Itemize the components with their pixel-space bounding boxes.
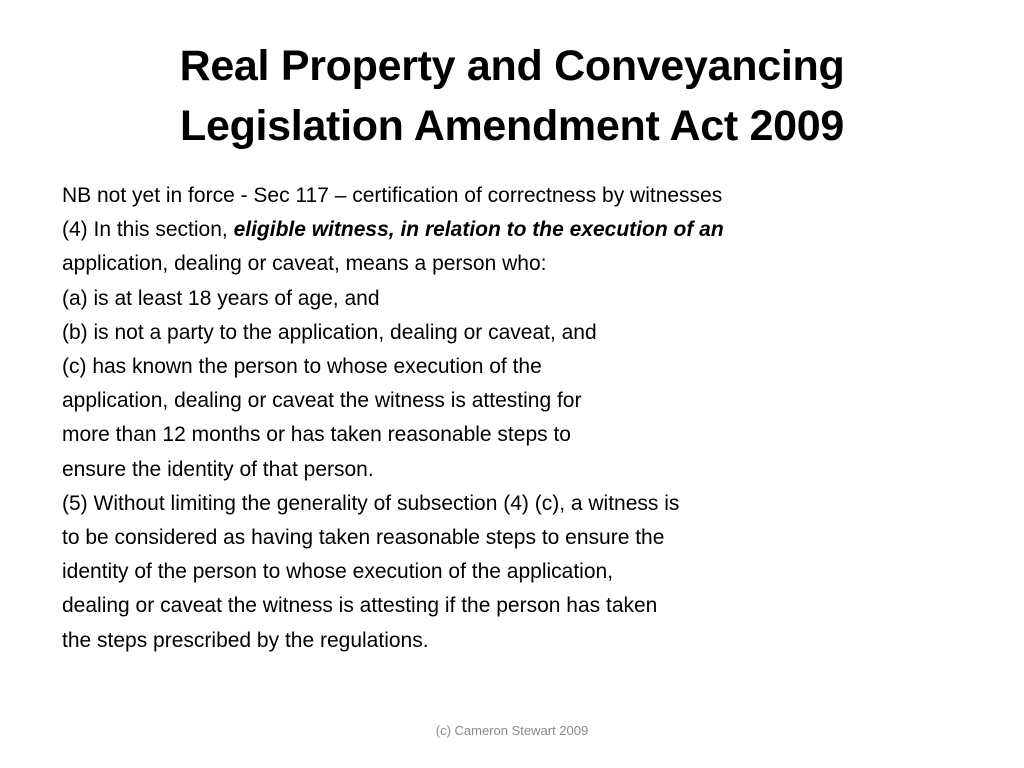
body-line-11: to be considered as having taken reasonable steps to ensure the: [62, 526, 665, 550]
body-text: [62, 179, 982, 658]
title-line-1: Real Property and Conveyancing: [179, 42, 845, 90]
body-line-3: application, dealing or caveat, means a person who:: [62, 252, 547, 276]
slide-title: [0, 36, 1024, 156]
body-line-6: (c) has known the person to whose execution of the: [62, 355, 542, 379]
body-line-1: NB not yet in force - Sec 117 – certification of correctness by witnesses: [62, 184, 723, 207]
body-line-14: the steps prescribed by the regulations.: [62, 628, 429, 652]
body-line-12: identity of the person to whose execution of the application,: [62, 560, 614, 584]
body-line-5: (b) is not a party to the application, dealing or caveat, and: [62, 320, 597, 344]
body-line-13: dealing or caveat the witness is attesting if the person has taken: [62, 594, 658, 618]
body-line-10: (5) Without limiting the generality of subsection (4) (c), a witness is: [62, 491, 680, 515]
eligible-witness-definition: eligible witness, in relation to the execution of an: [233, 218, 724, 242]
body-line-2-prefix: (4) In this section,: [62, 218, 234, 242]
title-line-2: Legislation Amendment Act 2009: [179, 102, 845, 150]
body-line-7: application, dealing or caveat the witness is attesting for: [62, 389, 582, 413]
body-line-4: (a) is at least 18 years of age, and: [62, 286, 380, 310]
body-line-2: [62, 213, 982, 247]
body-line-8: more than 12 months or has taken reasonable steps to: [62, 423, 571, 447]
copyright-footer: (c) Cameron Stewart 2009: [435, 723, 589, 738]
body-line-9: ensure the identity of that person.: [62, 457, 374, 481]
